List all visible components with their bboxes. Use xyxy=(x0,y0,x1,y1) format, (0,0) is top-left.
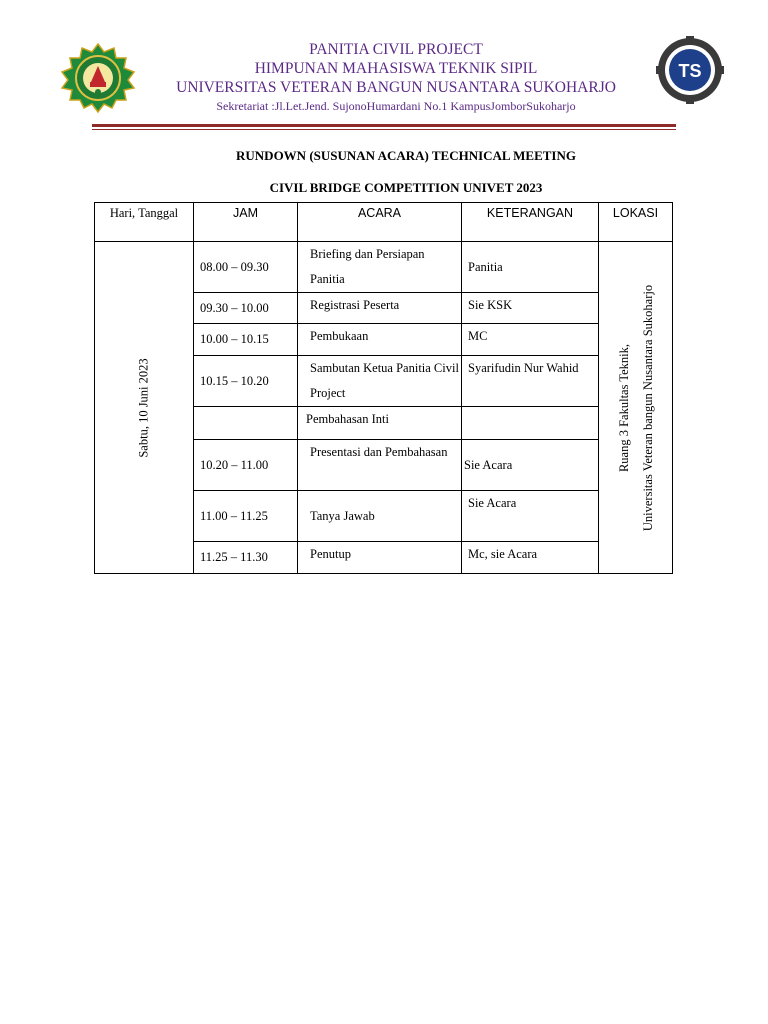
time-cell: 09.30 – 10.00 xyxy=(194,293,298,324)
time-cell: 11.00 – 11.25 xyxy=(194,491,298,542)
svg-text:TS: TS xyxy=(678,61,702,81)
header-rule-thick xyxy=(92,124,676,127)
header-rule-thin xyxy=(92,129,676,130)
event-cell: Presentasi dan Pembahasan xyxy=(298,440,462,491)
department-logo xyxy=(656,36,724,104)
notes-cell: Panitia xyxy=(462,242,599,293)
document-subtitle: CIVIL BRIDGE COMPETITION UNIVET 2023 xyxy=(269,180,543,195)
notes-cell: Mc, sie Acara xyxy=(462,542,599,574)
event-cell: Penutup xyxy=(298,542,462,574)
header-time: JAM xyxy=(194,203,298,242)
day-cell xyxy=(95,242,194,574)
event-cell: Registrasi Peserta xyxy=(298,293,462,324)
time-cell xyxy=(194,407,298,440)
day-text: Sabtu, 10 Juni 2023 xyxy=(136,357,151,458)
location-line-2: Universitas Veteran bangun Nusantara Sukoharjo xyxy=(640,284,655,531)
notes-cell xyxy=(462,407,599,440)
secretariat-address: Sekretariat :Jl.Let.Jend. SujonoHumardani No.1 KampusJomborSukoharjo xyxy=(216,99,576,113)
event-cell: Pembahasan Inti xyxy=(298,407,462,440)
rundown-table xyxy=(94,202,673,574)
university-logo xyxy=(60,42,136,114)
time-cell: 11.25 – 11.30 xyxy=(194,542,298,574)
committee-name: PANITIA CIVIL PROJECT xyxy=(309,41,483,58)
document-title: RUNDOWN (SUSUNAN ACARA) TECHNICAL MEETING xyxy=(236,148,576,163)
location-text xyxy=(612,284,660,530)
notes-cell: Sie KSK xyxy=(462,293,599,324)
university-name: UNIVERSITAS VETERAN BANGUN NUSANTARA SUKOHARJO xyxy=(176,79,616,96)
header-location: LOKASI xyxy=(599,203,673,242)
event-cell: Tanya Jawab xyxy=(298,491,462,542)
event-cell: Pembukaan xyxy=(298,324,462,356)
time-cell: 08.00 – 09.30 xyxy=(194,242,298,293)
time-cell: 10.20 – 11.00 xyxy=(194,440,298,491)
table-header-row xyxy=(95,203,673,242)
event-cell: Sambutan Ketua Panitia Civil Project xyxy=(298,356,462,407)
time-cell: 10.00 – 10.15 xyxy=(194,324,298,356)
notes-cell: Sie Acara xyxy=(462,440,599,491)
event-cell: Briefing dan Persiapan Panitia xyxy=(298,242,462,293)
header-notes: KETERANGAN xyxy=(462,203,599,242)
association-name: HIMPUNAN MAHASISWA TEKNIK SIPIL xyxy=(254,60,538,77)
table-row xyxy=(95,242,673,293)
location-line-1: Ruang 3 Fakultas Teknik, xyxy=(616,343,631,472)
notes-cell: Sie Acara xyxy=(462,491,599,542)
time-cell: 10.15 – 10.20 xyxy=(194,356,298,407)
notes-cell: Syarifudin Nur Wahid xyxy=(462,356,599,407)
header-day: Hari, Tanggal xyxy=(95,203,194,242)
header-event: ACARA xyxy=(298,203,462,242)
notes-cell: MC xyxy=(462,324,599,356)
location-cell xyxy=(599,242,673,574)
letterhead xyxy=(130,40,662,114)
